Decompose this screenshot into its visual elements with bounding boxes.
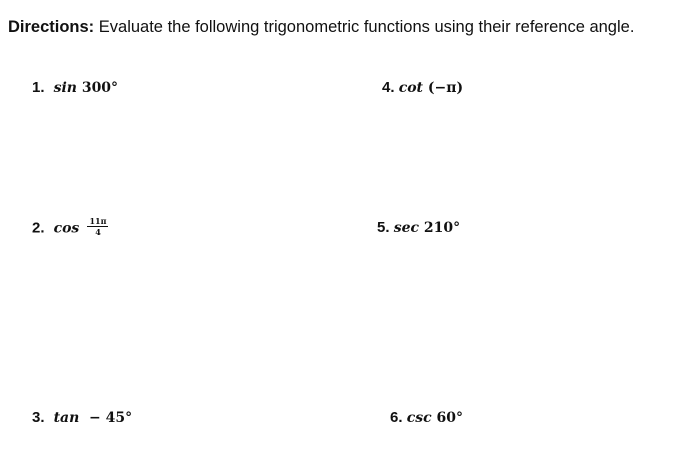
problem-2-denominator: 4 [95, 227, 101, 237]
problem-3 [32, 408, 132, 428]
problem-2-function: cos [53, 220, 80, 237]
problem-2-fraction [87, 216, 108, 237]
problem-4-argument: (−π) [427, 80, 464, 96]
problem-5-function: sec [393, 220, 420, 236]
problem-6-number: 6. [390, 409, 403, 426]
problem-4-number: 4. [382, 79, 395, 96]
problem-1-argument: 300° [81, 80, 119, 96]
problem-4-function: cot [398, 80, 424, 96]
problem-2 [32, 218, 108, 239]
problem-4 [382, 78, 463, 98]
problem-1 [32, 78, 118, 98]
directions-label: Directions: [8, 18, 95, 36]
problem-5-number: 5. [377, 219, 390, 236]
problem-3-argument: − 45° [89, 410, 133, 426]
problem-5-argument: 210° [423, 220, 461, 236]
problem-3-function: tan [53, 410, 80, 426]
problem-2-expression [49, 220, 80, 236]
problem-2-number: 2. [32, 219, 45, 237]
problem-6 [390, 408, 463, 428]
problem-3-number: 3. [32, 409, 45, 426]
problem-1-function: sin [53, 80, 77, 96]
problem-6-function: csc [406, 410, 432, 426]
problem-5 [377, 218, 460, 238]
problem-5-expression [394, 220, 460, 236]
problem-1-number: 1. [32, 79, 45, 96]
problem-6-expression [407, 410, 463, 426]
problem-6-argument: 60° [436, 410, 463, 426]
problem-4-expression [399, 80, 463, 96]
directions [8, 18, 634, 37]
directions-text: Evaluate the following trigonometric functions using their reference angle. [94, 18, 635, 36]
problem-3-expression [49, 410, 132, 426]
problem-1-expression [49, 80, 118, 96]
problem-2-numerator: 11π [89, 216, 107, 226]
